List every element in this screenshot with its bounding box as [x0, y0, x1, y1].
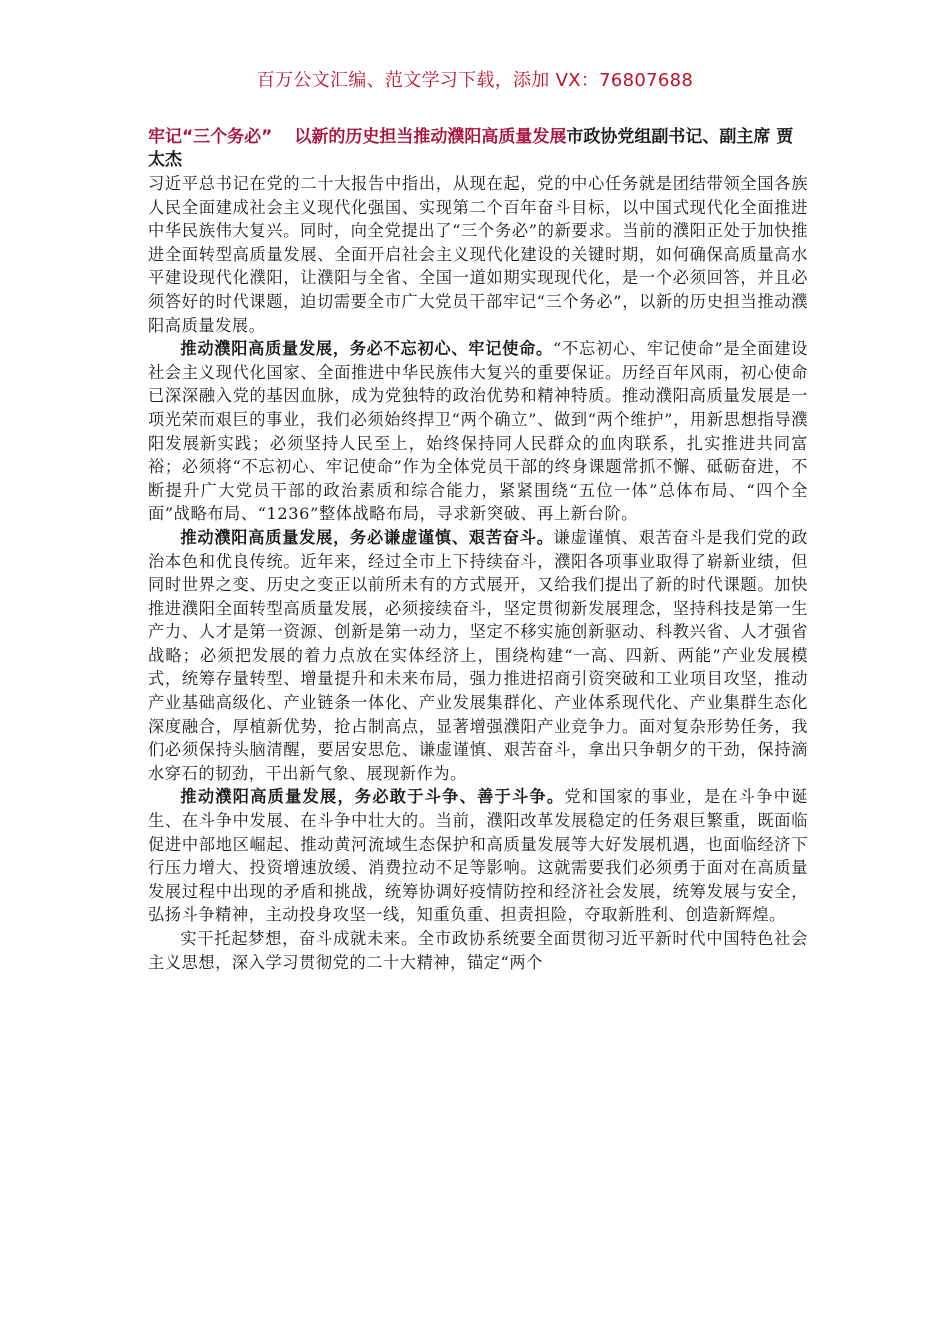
- paragraph-lead: 推动濮阳高质量发展，务必谦虚谨慎、艰苦奋斗。: [180, 527, 554, 547]
- title-author: 市政协党组副书记、副主席 贾太杰: [148, 127, 794, 170]
- article-title: [148, 126, 808, 172]
- paragraph-conclusion: [148, 927, 808, 974]
- paragraph-section-2: [148, 526, 808, 786]
- paragraph-section-3: [148, 785, 808, 927]
- paragraph-text: 谦虚谨慎、艰苦奋斗是我们党的政治本色和优良传统。近年来，经过全市上下持续奋斗，濮阳各项事业取得了崭新业绩，但同时世界之变、历史之变正以前所未有的方式展开，又给我们提出了新的时代课题。加快推进濮阳全面转型高质量发展，必须接续奋斗，坚定贯彻新发展理念，坚持科技是第一生产力、人才是第一资源、创新是第一动力，坚定不移实施创新驱动、科教兴省、人才强省战略；必须把发展的着力点放在实体经济上，围绕构建“一高、四新、两能”产业发展模式，统筹存量转型、增量提升和未来布局，强力推进招商引资突破和工业项目攻坚，推动产业基础高级化、产业链条一体化、产业发展集群化、产业体系现代化、产业集群生态化深度融合，厚植新优势，抢占制高点，显著增强濮阳产业竞争力。面对复杂形势任务，我们必须保持头脑清醒，要居安思危、谦虚谨慎、艰苦奋斗，拿出只争朝夕的干劲，保持滴水穿石的韧劲，干出新气象、展现新作为。: [148, 527, 808, 783]
- paragraph-text: 实干托起梦想，奋斗成就未来。全市政协系统要全面贯彻习近平新时代中国特色社会主义思想，深入学习贯彻党的二十大精神，锚定“两个: [148, 929, 808, 972]
- paragraph-intro: [148, 172, 808, 337]
- header-banner: 百万公文汇编、范文学习下载，添加 VX：76807688: [256, 70, 694, 91]
- title-part-2: 以新的历史担当推动濮阳高质量发展: [294, 127, 567, 147]
- paragraph-section-1: [148, 337, 808, 526]
- title-part-1: 牢记“三个务必”: [148, 127, 273, 147]
- paragraph-lead: 推动濮阳高质量发展，务必不忘初心、牢记使命。: [180, 339, 553, 359]
- paragraph-text: 党和国家的事业，是在斗争中诞生、在斗争中发展、在斗争中壮大的。当前，濮阳改革发展稳定的任务艰巨繁重，既面临促进中部地区崛起、推动黄河流域生态保护和高质量发展等大好发展机遇，也面临经济下行压力增大、投资增速放缓、消费拉动不足等影响。这就需要我们必须勇于面对在高质量发展过程中出现的矛盾和挑战，统筹协调好疫情防控和经济社会发展，统筹发展与安全，弘扬斗争精神，主动投身攻坚一线，知重负重、担责担险，夺取新胜利、创造新辉煌。: [148, 787, 808, 925]
- article-body: [148, 126, 808, 974]
- paragraph-text: “不忘初心、牢记使命”是全面建设社会主义现代化国家、全面推进中华民族伟大复兴的重要保证。历经百年风雨，初心使命已深深融入党的基因血脉，成为党独特的政治优势和精神特质。推动濮阳高质量发展是一项光荣而艰巨的事业，我们必须始终捍卫“两个确立”、做到“两个维护”，用新思想指导濮阳发展新实践；必须坚持人民至上，始终保持同人民群众的血肉联系，扎实推进共同富裕；必须将“不忘初心、牢记使命”作为全体党员干部的终身课题常抓不懈、砥砺奋进，不断提升广大党员干部的政治素质和综合能力，紧紧围绕“五位一体”总体布局、“四个全面”战略布局、“1236”整体战略布局，寻求新突破、再上新台阶。: [148, 339, 808, 524]
- paragraph-text: 习近平总书记在党的二十大报告中指出，从现在起，党的中心任务就是团结带领全国各族人民全面建成社会主义现代化强国、实现第二个百年奋斗目标，以中国式现代化全面推进中华民族伟大复兴。同时，向全党提出了“三个务必”的新要求。当前的濮阳正处于加快推进全面转型高质量发展、全面开启社会主义现代化建设的关键时期，如何确保高质量高水平建设现代化濮阳，让濮阳与全省、全国一道如期实现现代化，是一个必须回答，并且必须答好的时代课题，迫切需要全市广大党员干部牢记“三个务必”，以新的历史担当推动濮阳高质量发展。: [148, 174, 808, 335]
- paragraph-lead: 推动濮阳高质量发展，务必敢于斗争、善于斗争。: [180, 787, 565, 807]
